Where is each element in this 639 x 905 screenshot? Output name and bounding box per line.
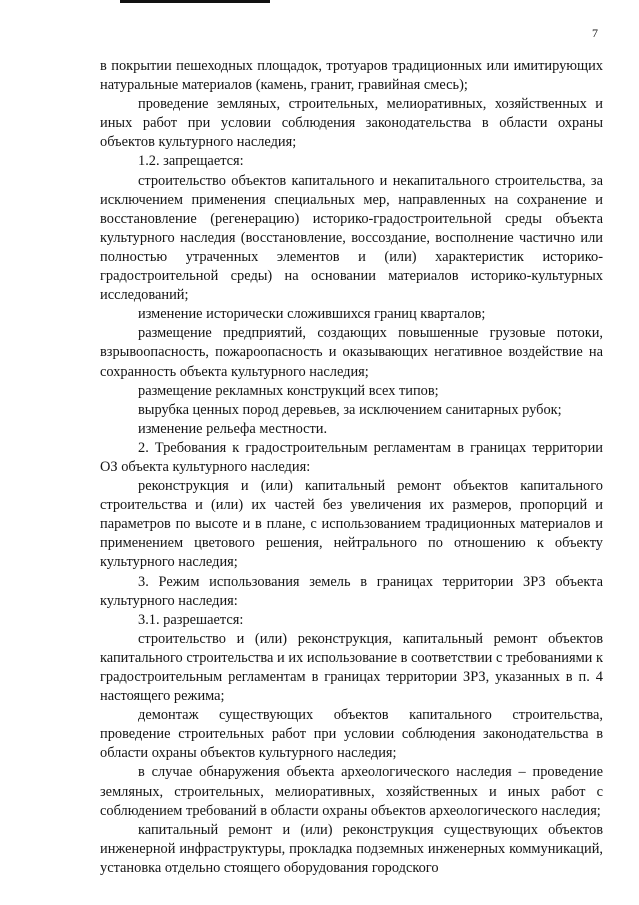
document-body xyxy=(100,57,603,878)
paragraph: демонтаж существующих объектов капитального строительства, проведение строительных работ при условии соблюдения законодательства в области охраны объектов культурного наследия; xyxy=(100,707,603,762)
paragraph: вырубка ценных пород деревьев, за исключением санитарных рубок; xyxy=(138,401,562,418)
paragraph: 2. Требования к градостроительным регламентам в границах территории ОЗ объекта культурного наследия: xyxy=(100,439,603,475)
paragraph: 3.1. разрешается: xyxy=(138,611,244,628)
paragraph: капитальный ремонт и (или) реконструкция существующих объектов инженерной инфраструктуры, прокладка подземных инженерных коммуникаций, установка отдельно стоящего оборудования городского xyxy=(100,821,603,876)
paragraph: в случае обнаружения объекта археологического наследия – проведение земляных, строительных, мелиоративных, хозяйственных и иных работ с соблюдением требований в области охраны объектов археологического наследия; xyxy=(100,764,603,819)
paragraph: изменение рельефа местности. xyxy=(138,420,328,437)
paragraph: размещение предприятий, создающих повышенные грузовые потоки, взрывоопасность, пожароопасность и оказывающих негативное воздействие на сохранность объекта культурного наследия; xyxy=(100,325,603,380)
paragraph: проведение земляных, строительных, мелиоративных, хозяйственных и иных работ при условии соблюдения законодательства в области охраны объектов культурного наследия; xyxy=(100,96,603,151)
page-number: 7 xyxy=(592,26,598,40)
paragraph: 3. Режим использования земель в границах территории ЗРЗ объекта культурного наследия: xyxy=(100,573,603,609)
paragraph: 1.2. запрещается: xyxy=(138,153,244,170)
scan-edge-bar xyxy=(120,0,270,3)
paragraph: строительство и (или) реконструкция, капитальный ремонт объектов капитального строительства и их использование в соответствии с требованиями к градостроительным регламентам в границах территории ЗРЗ, указанных в п. 4 настоящего режима; xyxy=(100,630,603,705)
paragraph: строительство объектов капитального и некапитального строительства, за исключением применения специальных мер, направленных на сохранение и восстановление (регенерацию) историко-градостроительной среды объекта культурного наследия (восстановление, воссоздание, восполнение частично или полностью утраченных элементов и (или) характеристик историко-градостроительной среды) на основании материалов историко-культурных исследований; xyxy=(100,172,603,304)
paragraph: в покрытии пешеходных площадок, тротуаров традиционных или имитирующих натуральные материалов (камень, гранит, гравийная смесь); xyxy=(100,58,603,94)
paragraph: реконструкция и (или) капитальный ремонт объектов капитального строительства и (или) их частей без увеличения их размеров, пропорций и параметров по высоте и в плане, с использованием традиционных материалов и применением цветового решения, нейтрального по отношению к объекту культурного наследия; xyxy=(100,478,603,571)
paragraph: размещение рекламных конструкций всех типов; xyxy=(138,382,439,399)
paragraph: изменение исторически сложившихся границ кварталов; xyxy=(138,306,486,323)
